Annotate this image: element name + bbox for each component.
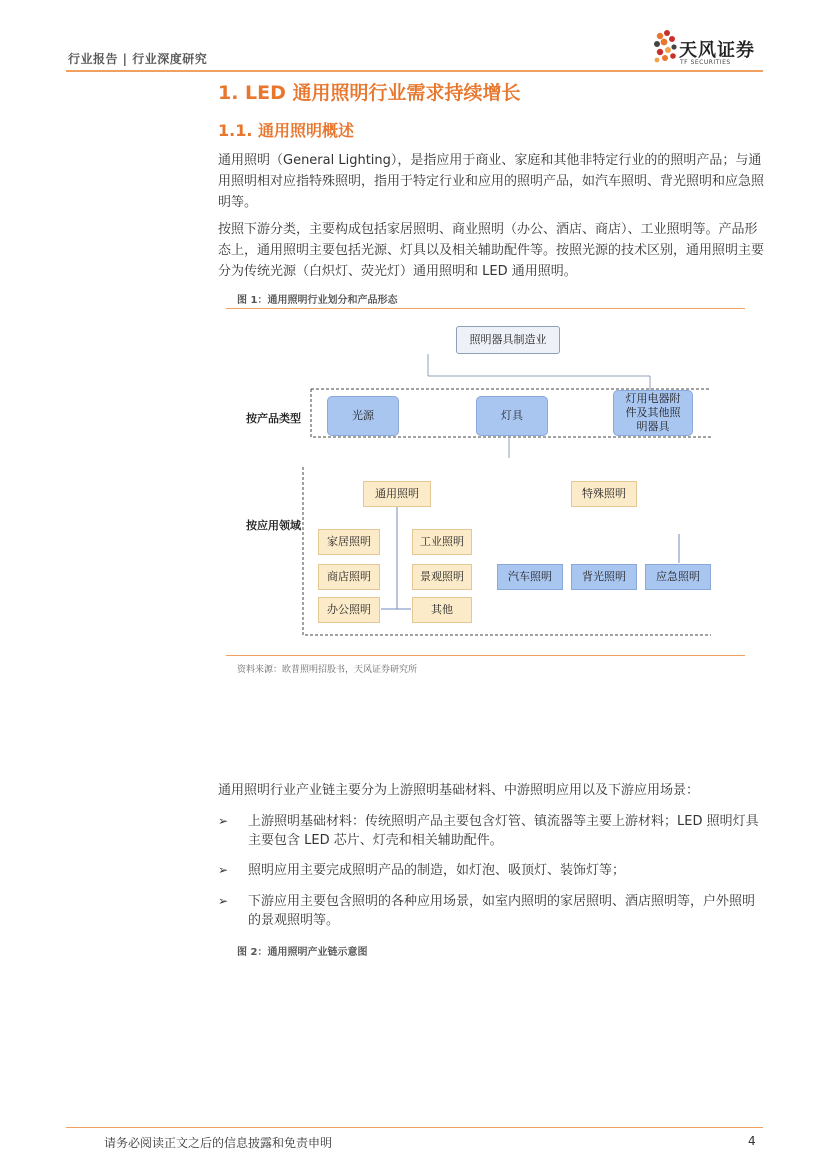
paragraph-classification: 按照下游分类，主要构成包括家居照明、商业照明（办公、酒店、商店）、工业照明等。产品形态上，通用照明主要包括光源、灯具以及相关辅助配件等。按照光源的技术区别，通用照明主要分为传统光源（白炽灯、荧光灯）通用照明和 LED 通用照明。 <box>218 222 765 279</box>
row-label-by-product: 按产品类型 <box>246 412 301 425</box>
footer-rule <box>66 1127 763 1128</box>
figure1-caption: 图 1：通用照明行业划分和产品形态 <box>237 295 398 306</box>
node-general-lighting: 通用照明 <box>363 481 431 507</box>
paragraph-chain-intro: 通用照明行业产业链主要分为上游照明基础材料、中游照明应用以及下游应用场景： <box>218 783 700 798</box>
node-backlight-lighting: 背光照明 <box>571 564 637 590</box>
bullet-arrow-icon: ➢ <box>218 894 229 908</box>
node-emergency-lighting: 应急照明 <box>645 564 711 590</box>
logo-text-en: TF SECURITIES <box>680 59 731 66</box>
node-other: 其他 <box>412 597 472 623</box>
node-home-lighting: 家居照明 <box>318 529 380 555</box>
header-rule <box>66 70 763 72</box>
figure1-bottom-rule <box>226 655 745 656</box>
node-shop-lighting: 商店照明 <box>318 564 380 590</box>
report-category: 行业报告 | 行业深度研究 <box>68 52 208 66</box>
node-accessories: 灯用电器附件及其他照明器具 <box>613 390 693 436</box>
figure2-caption: 图 2：通用照明产业链示意图 <box>237 947 368 958</box>
bullet-arrow-icon: ➢ <box>218 814 229 828</box>
paragraph-overview: 通用照明（General Lighting），是指应用于商业、家庭和其他非特定行业的的照明产品；与通用照明相对应指特殊照明，指用于特定行业和应用的照明产品，如汽车照明、背光照明和应急照明等。 <box>218 153 765 210</box>
page-number: 4 <box>748 1134 756 1148</box>
node-office-lighting: 办公照明 <box>318 597 380 623</box>
footer-disclaimer: 请务必阅读正文之后的信息披露和免责申明 <box>104 1136 333 1150</box>
figure1-source: 资料来源：欧普照明招股书，天风证券研究所 <box>237 665 418 675</box>
node-automotive-lighting: 汽车照明 <box>497 564 563 590</box>
node-special-lighting: 特殊照明 <box>571 481 637 507</box>
bullet-text: 下游应用主要包含照明的各种应用场景，如室内照明的家居照明、酒店照明等，户外照明的景观照明等。 <box>248 894 756 928</box>
section-heading-1-1: 1.1. 通用照明概述 <box>218 121 354 140</box>
node-lighting-manufacturing: 照明器具制造业 <box>456 326 560 354</box>
bullet-arrow-icon: ➢ <box>218 863 229 877</box>
figure1-connectors <box>226 310 745 650</box>
bullet-text: 照明应用主要完成照明产品的制造，如灯泡、吸顶灯、装饰灯等； <box>248 863 626 878</box>
section-heading-1: 1. LED 通用照明行业需求持续增长 <box>218 82 521 104</box>
bullet-text: 上游照明基础材料：传统照明产品主要包含灯管、镇流器等主要上游材料；LED 照明灯具主要包含 LED 芯片、灯壳和相关辅助配件。 <box>248 814 759 848</box>
logo-text-cn: 天风证券 <box>679 40 755 61</box>
figure1-top-rule <box>226 308 745 309</box>
row-label-by-application: 按应用领域 <box>246 519 301 532</box>
node-landscape-lighting: 景观照明 <box>412 564 472 590</box>
node-luminaire: 灯具 <box>476 396 548 436</box>
node-industrial-lighting: 工业照明 <box>412 529 472 555</box>
chain-bullet-list <box>218 812 766 942</box>
node-light-source: 光源 <box>327 396 399 436</box>
